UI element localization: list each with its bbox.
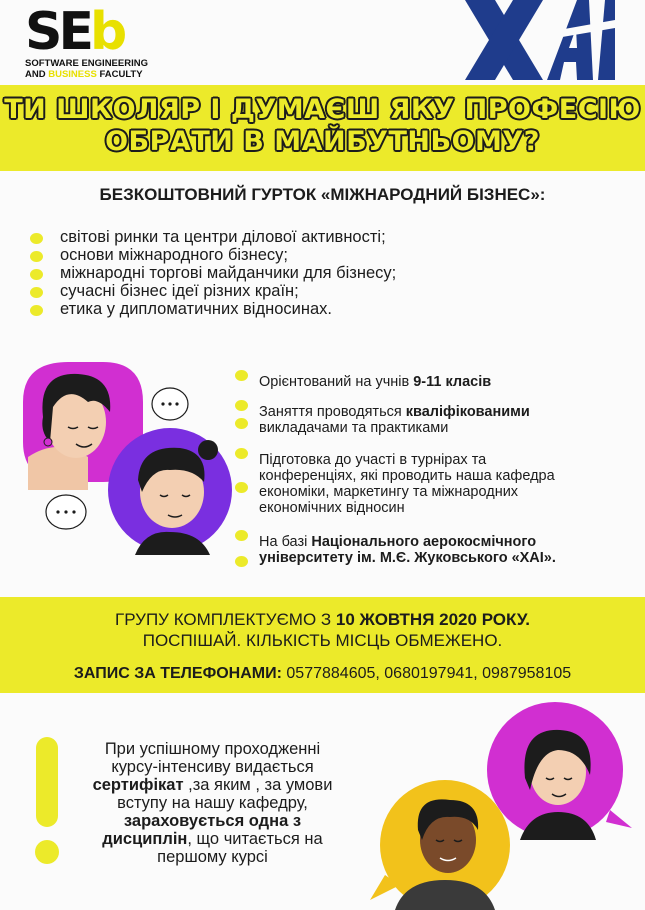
contacts-label: ЗАПИС ЗА ТЕЛЕФОНАМИ: bbox=[73, 665, 282, 682]
contacts-phones: 0577884605, 0680197941, 0987958105 bbox=[281, 665, 572, 682]
person-illustration bbox=[370, 700, 640, 910]
exclamation-icon bbox=[33, 737, 63, 867]
bullet-icon bbox=[235, 400, 248, 411]
bullet-icon bbox=[235, 448, 248, 459]
certificate-text: При успішному проходженні курсу-інтенсиву видається сертифікат ,за яким , за умови вступу на нашу кафедру, зараховується одна з дисциплін, що читається на першому курсі bbox=[92, 740, 333, 866]
speech-bubble-icon bbox=[152, 388, 188, 420]
bullet-icon bbox=[30, 287, 43, 298]
list-item: світові ринки та центри ділової активності; bbox=[30, 228, 610, 246]
list-item: сучасні бізнес ідеї різних країн; bbox=[30, 282, 610, 300]
seb-logo-b: b bbox=[89, 2, 124, 62]
person-illustration bbox=[100, 420, 240, 560]
list-item: основи міжнародного бізнесу; bbox=[30, 246, 610, 264]
contacts bbox=[0, 665, 645, 683]
list-item: Заняття проводяться кваліфікованими викладачами та практиками bbox=[235, 404, 530, 436]
list-item: Підготовка до участі в турнірах та конференціях, які проводить наша кафедра економіки, маркетингу та міжнародних економічних відносин bbox=[235, 452, 555, 516]
group-info bbox=[0, 609, 645, 651]
topics-list bbox=[30, 228, 610, 318]
bullet-icon bbox=[30, 305, 43, 316]
list-item: етика у дипломатичних відносинах. bbox=[30, 300, 610, 318]
bullet-icon bbox=[235, 418, 248, 429]
bullet-icon bbox=[30, 233, 43, 244]
speech-bubble-icon bbox=[46, 495, 86, 529]
list-item: На базі Національного аерокосмічного університету ім. М.Є. Жуковського «ХАІ». bbox=[235, 534, 556, 566]
club-title: БЕЗКОШТОВНИЙ ГУРТОК «МІЖНАРОДНИЙ БІЗНЕС»: bbox=[99, 185, 546, 204]
list-item: міжнародні торгові майданчики для бізнесу; bbox=[30, 264, 610, 282]
seb-logo bbox=[25, 2, 185, 86]
headline-line1: ТИ ШКОЛЯР І ДУМАЄШ ЯКУ ПРОФЕСІЮ bbox=[4, 94, 641, 125]
seb-logo-line2: AND BUSINESS FACULTY bbox=[25, 69, 143, 80]
bullet-icon bbox=[30, 269, 43, 280]
bullet-icon bbox=[30, 251, 43, 262]
headline bbox=[0, 94, 645, 158]
group-hurry-line: ПОСПІШАЙ. КІЛЬКІСТЬ МІСЦЬ ОБМЕЖЕНО. bbox=[142, 631, 503, 650]
bullet-icon bbox=[235, 482, 248, 493]
list-item: Орієнтований на учнів 9-11 класів bbox=[235, 374, 491, 390]
bullet-icon bbox=[235, 370, 248, 381]
group-date-line: ГРУПУ КОМПЛЕКТУЄМО З 10 ЖОВТНЯ 2020 РОКУ. bbox=[114, 610, 531, 629]
xai-logo bbox=[465, 0, 615, 80]
seb-logo-se: SE bbox=[25, 2, 90, 62]
seb-logo-line1: SOFTWARE ENGINEERING bbox=[25, 58, 148, 69]
headline-line2: ОБРАТИ В МАЙБУТНЬОМУ? bbox=[105, 126, 540, 157]
bullet-icon bbox=[235, 556, 248, 567]
bullet-icon bbox=[235, 530, 248, 541]
